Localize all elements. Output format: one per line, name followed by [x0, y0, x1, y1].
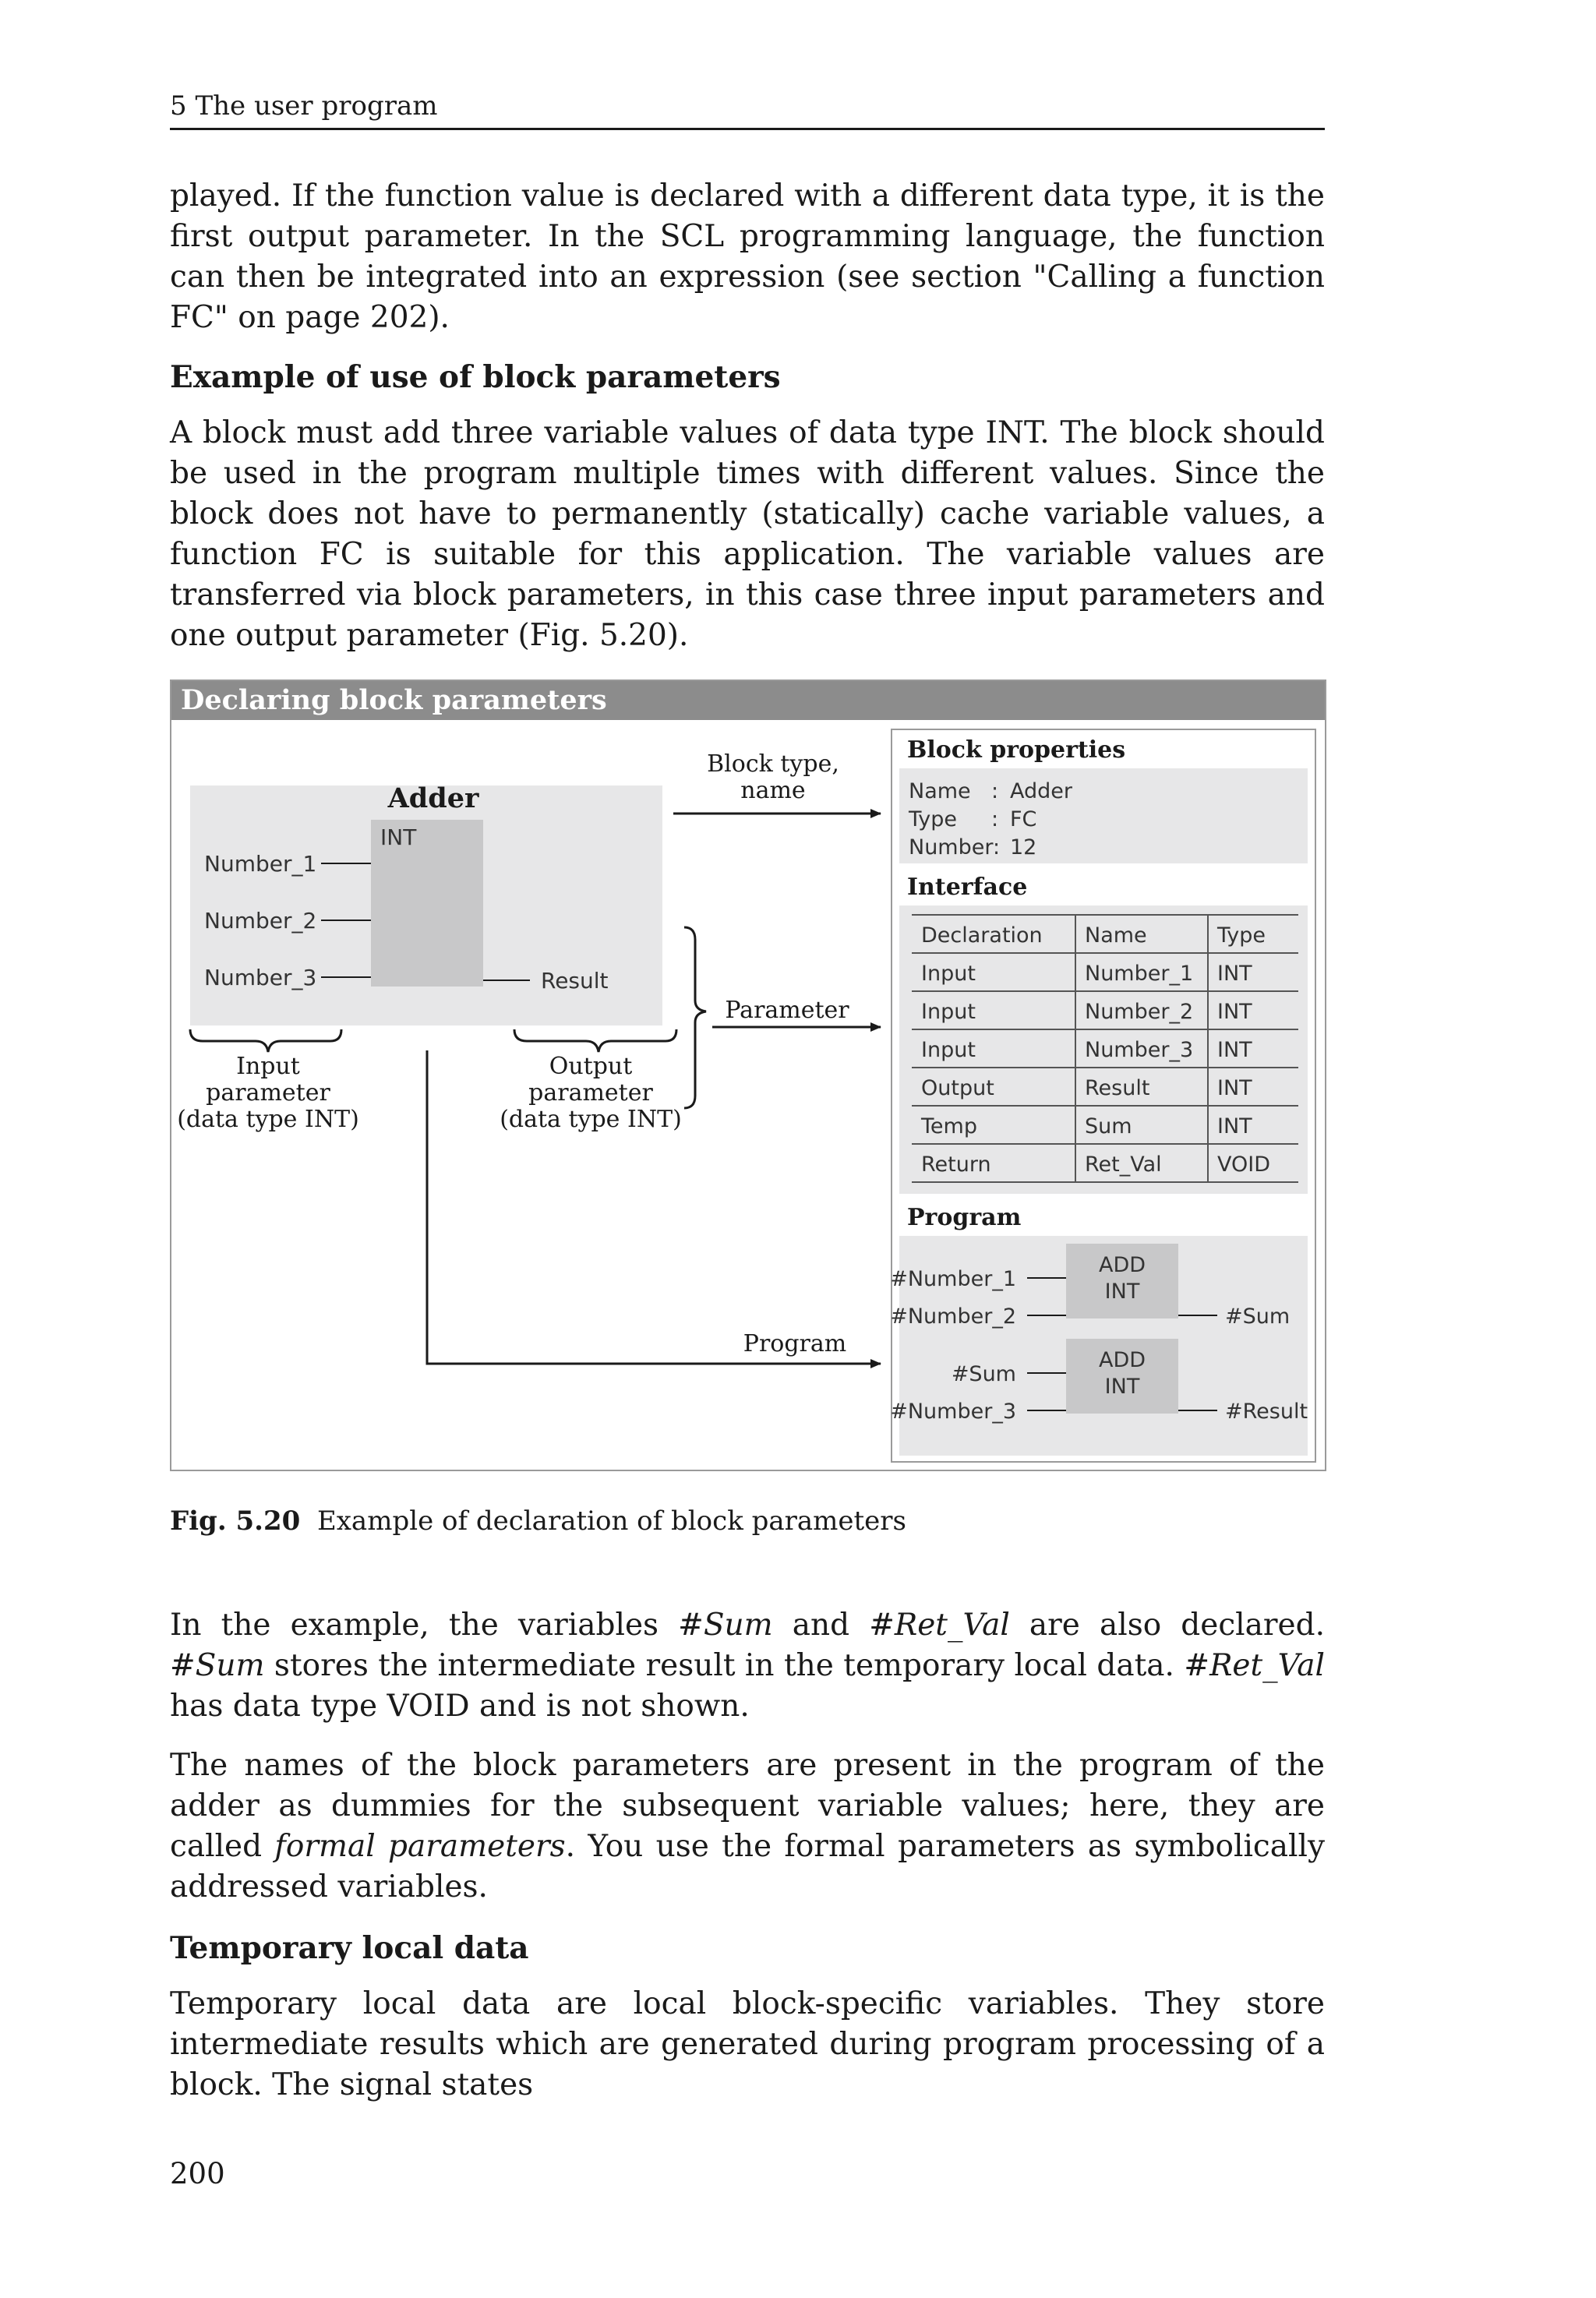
add-box-1-out: #Sum — [1225, 1304, 1291, 1329]
property-key-number: Number: — [909, 835, 1001, 860]
add-box-1-op: ADD — [1098, 1253, 1146, 1277]
property-value-number: 12 — [1010, 835, 1037, 860]
caption-text: Example of declaration of block parameters — [316, 1506, 907, 1537]
interface-cell: INT — [1217, 1000, 1252, 1024]
var-retval-2: #Ret_Val — [1184, 1648, 1325, 1683]
output-brace-label-2: parameter — [528, 1079, 653, 1107]
term-formal-parameters: formal parameters — [274, 1829, 566, 1864]
interface-cell: INT — [1217, 1038, 1252, 1062]
add-box-1-type: INT — [1104, 1280, 1140, 1304]
interface-cell: Number_1 — [1085, 962, 1194, 986]
add-box-2-in-2: #Number_3 — [890, 1400, 1016, 1424]
arrow-program — [427, 1050, 881, 1364]
running-header: 5 The user program — [170, 87, 1325, 130]
interface-cell: Number_2 — [1085, 1000, 1194, 1024]
property-sep-name: : — [991, 779, 999, 803]
add-box-2-in-1: #Sum — [951, 1362, 1016, 1386]
interface-cell: Input — [921, 1038, 976, 1062]
figure-diagram — [171, 720, 1325, 1468]
input-brace-label-2: parameter — [206, 1079, 330, 1107]
adder-block-name: Adder — [387, 782, 479, 814]
output-brace — [514, 1029, 676, 1052]
var-retval-1: #Ret_Val — [869, 1608, 1010, 1643]
property-value-type: FC — [1010, 807, 1037, 831]
var-sum-2: #Sum — [170, 1648, 265, 1683]
para3-text-2: . You use the formal parameters as symbolically addressed variables. — [170, 1829, 1325, 1904]
page-number: 200 — [170, 2157, 225, 2190]
program-title: Program — [907, 1204, 1022, 1231]
interface-cell: Ret_Val — [1085, 1153, 1162, 1177]
intro-paragraph: played. If the function value is declared with a different data type, it is the first output parameter. In the SCL programming language, the function can then be integrated into an expression (see section "Calling a function FC" on page 202). — [170, 178, 1325, 335]
input-brace — [190, 1029, 341, 1052]
para3-text-1: The names of the block parameters are present in the program of the adder as dummies for the subsequent variable values; here, they are called — [170, 1748, 1325, 1864]
interface-cell: Sum — [1085, 1114, 1132, 1138]
input-label-number-3: Number_3 — [204, 965, 317, 990]
figure-caption — [170, 1504, 906, 1538]
output-brace-label-1: Output — [549, 1053, 633, 1080]
input-label-number-2: Number_2 — [204, 908, 317, 934]
var-sum-1: #Sum — [678, 1608, 773, 1643]
interface-cell: Input — [921, 962, 976, 986]
parameter-brace — [684, 927, 706, 1108]
section-temp-data-paragraph: Temporary local data are local block-specific variables. They store intermediate results which are generated during program processing of a block. The signal states — [170, 1986, 1325, 2102]
property-value-name: Adder — [1010, 779, 1072, 803]
add-box-2-op: ADD — [1098, 1348, 1146, 1372]
interface-cell: Result — [1085, 1076, 1150, 1100]
para2-text-3: are also declared. — [1009, 1608, 1325, 1643]
paragraph-sum-retval — [170, 1605, 1325, 1727]
caption-label: Fig. 5.20 — [170, 1506, 301, 1537]
arrow-label-block-type-2: name — [740, 777, 806, 804]
output-label-result: Result — [541, 968, 609, 994]
intro-paragraph-block — [170, 176, 1325, 338]
interface-cell: Input — [921, 1000, 976, 1024]
add-box-2-out: #Result — [1225, 1400, 1308, 1424]
property-sep-type: : — [991, 807, 999, 831]
interface-header-cell: Name — [1085, 923, 1147, 948]
interface-cell: INT — [1217, 1114, 1252, 1138]
interface-cell: Output — [921, 1076, 994, 1100]
interface-cell: Number_3 — [1085, 1038, 1194, 1062]
interface-cell: VOID — [1217, 1153, 1271, 1177]
para2-text-4: stores the intermediate result in the temporary local data. — [264, 1648, 1185, 1683]
explanation-paragraphs — [170, 1605, 1325, 1908]
section-heading-temp-data: Temporary local data — [170, 1930, 529, 1966]
figure-declaring-block-parameters — [170, 680, 1326, 1471]
property-key-type: Type — [909, 807, 958, 831]
para2-text-1: In the example, the variables — [170, 1608, 679, 1643]
interface-cell: INT — [1217, 962, 1252, 986]
section-heading-example: Example of use of block parameters — [170, 359, 781, 395]
add-box-1-in-1: #Number_1 — [890, 1267, 1016, 1291]
add-box-2-type: INT — [1104, 1375, 1140, 1399]
interface-cell: Return — [921, 1153, 991, 1177]
input-brace-label-1: Input — [236, 1053, 300, 1080]
para2-text-2: and — [772, 1608, 870, 1643]
input-label-number-1: Number_1 — [204, 851, 317, 877]
figure-title: Declaring block parameters — [171, 681, 1325, 720]
interface-header-cell: Declaration — [921, 923, 1043, 948]
para2-text-5: has data type VOID and is not shown. — [170, 1689, 750, 1724]
interface-cell: INT — [1217, 1076, 1252, 1100]
input-brace-label-3: (data type INT) — [177, 1106, 359, 1133]
interface-cell: Temp — [921, 1114, 977, 1138]
arrow-label-program: Program — [743, 1330, 847, 1357]
section-example-paragraph: A block must add three variable values of data type INT. The block should be used in the program multiple times with different values. Since the block does not have to permanently (statically) cache variable values, a function FC is suitable for this application. The variable values are transferred via block parameters, in this case three input parameters and one output parameter (Fig. 5.20). — [170, 415, 1325, 653]
block-properties-title: Block properties — [907, 736, 1126, 764]
paragraph-formal-parameters — [170, 1746, 1325, 1908]
section-temp-data-block — [170, 1928, 1325, 2106]
property-key-name: Name — [909, 779, 971, 803]
arrow-label-parameter: Parameter — [725, 997, 849, 1024]
add-box-1-in-2: #Number_2 — [890, 1304, 1016, 1329]
arrow-label-block-type-1: Block type, — [707, 750, 839, 778]
output-brace-label-3: (data type INT) — [500, 1106, 682, 1133]
section-example-block — [170, 357, 1325, 656]
adder-block-type: INT — [380, 824, 417, 850]
interface-header-cell: Type — [1217, 923, 1266, 948]
interface-title: Interface — [907, 874, 1028, 901]
